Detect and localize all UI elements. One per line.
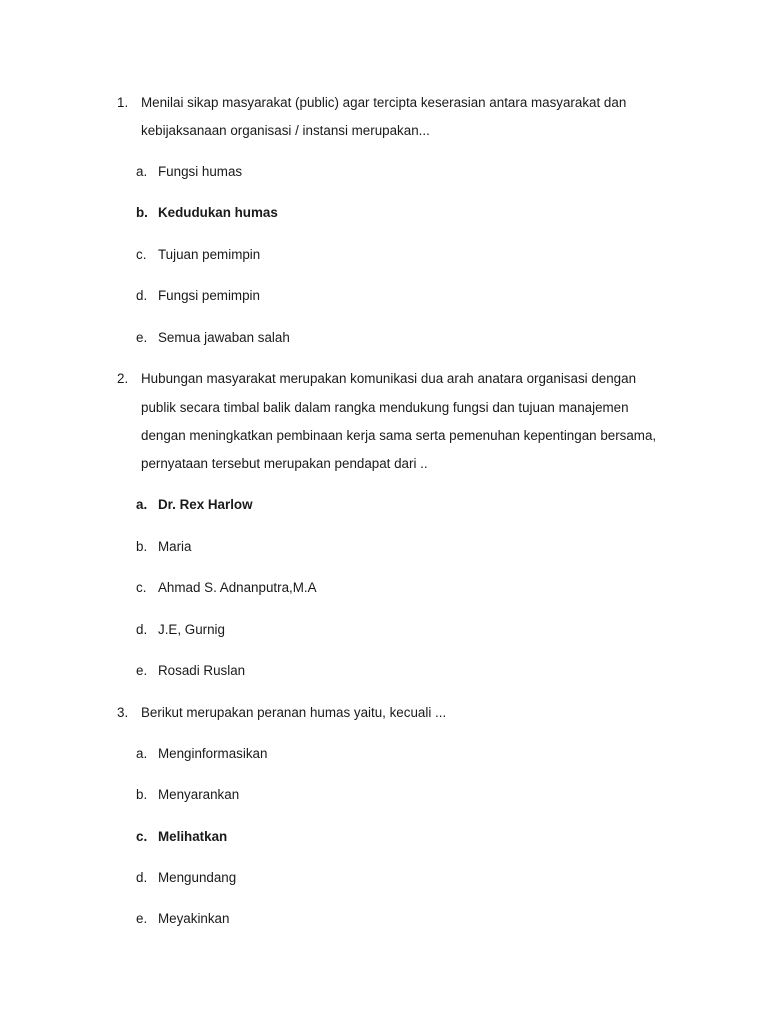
option-text: J.E, Gurnig <box>158 622 225 637</box>
option-letter: e. <box>136 663 148 678</box>
option-text-answer: Kedudukan humas <box>158 205 278 220</box>
option-letter: a. <box>136 164 148 179</box>
option-letter: d. <box>136 288 148 303</box>
option-text: Rosadi Ruslan <box>158 663 246 678</box>
option-text: Semua jawaban salah <box>158 330 290 345</box>
option-letter: c. <box>136 580 147 595</box>
option-text: Meyakinkan <box>158 911 230 926</box>
option-text-answer: Melihatkan <box>158 829 228 844</box>
option-letter: c. <box>136 247 147 262</box>
question-text-line: Hubungan masyarakat merupakan komunikasi dua arah anatara organisasi dengan <box>141 371 637 386</box>
option-text-answer: Dr. Rex Harlow <box>158 497 253 512</box>
option-text: Fungsi pemimpin <box>158 288 260 303</box>
option-letter: b. <box>136 787 148 802</box>
option-text: Fungsi humas <box>158 164 243 179</box>
question-text-line: Berikut merupakan peranan humas yaitu, kecuali ... <box>141 705 447 720</box>
option-text: Tujuan pemimpin <box>158 247 261 262</box>
question-text-line: dengan meningkatkan pembinaan kerja sama serta pemenuhan kepentingan bersama, <box>141 428 657 443</box>
option-letter: c. <box>136 829 148 844</box>
question-text-line: pernyataan tersebut merupakan pendapat dari .. <box>141 456 428 471</box>
question-number: 2. <box>117 371 129 386</box>
option-letter: e. <box>136 330 148 345</box>
question-text-line: kebijaksanaan organisasi / instansi merupakan... <box>141 123 430 138</box>
option-letter: a. <box>136 497 148 512</box>
option-letter: a. <box>136 746 148 761</box>
option-letter: d. <box>136 622 148 637</box>
option-text: Maria <box>158 539 192 554</box>
option-text: Menyarankan <box>158 787 240 802</box>
option-letter: b. <box>136 539 148 554</box>
option-text: Mengundang <box>158 870 237 885</box>
question-text-line: Menilai sikap masyarakat (public) agar tercipta keserasian antara masyarakat dan <box>141 95 627 110</box>
option-text: Menginformasikan <box>158 746 268 761</box>
question-number: 3. <box>117 705 129 720</box>
option-letter: d. <box>136 870 148 885</box>
question-number: 1. <box>117 95 129 110</box>
option-letter: b. <box>136 205 148 220</box>
option-letter: e. <box>136 911 148 926</box>
option-text: Ahmad S. Adnanputra,M.A <box>158 580 317 595</box>
question-text-line: publik secara timbal balik dalam rangka mendukung fungsi dan tujuan manajemen <box>141 400 629 415</box>
